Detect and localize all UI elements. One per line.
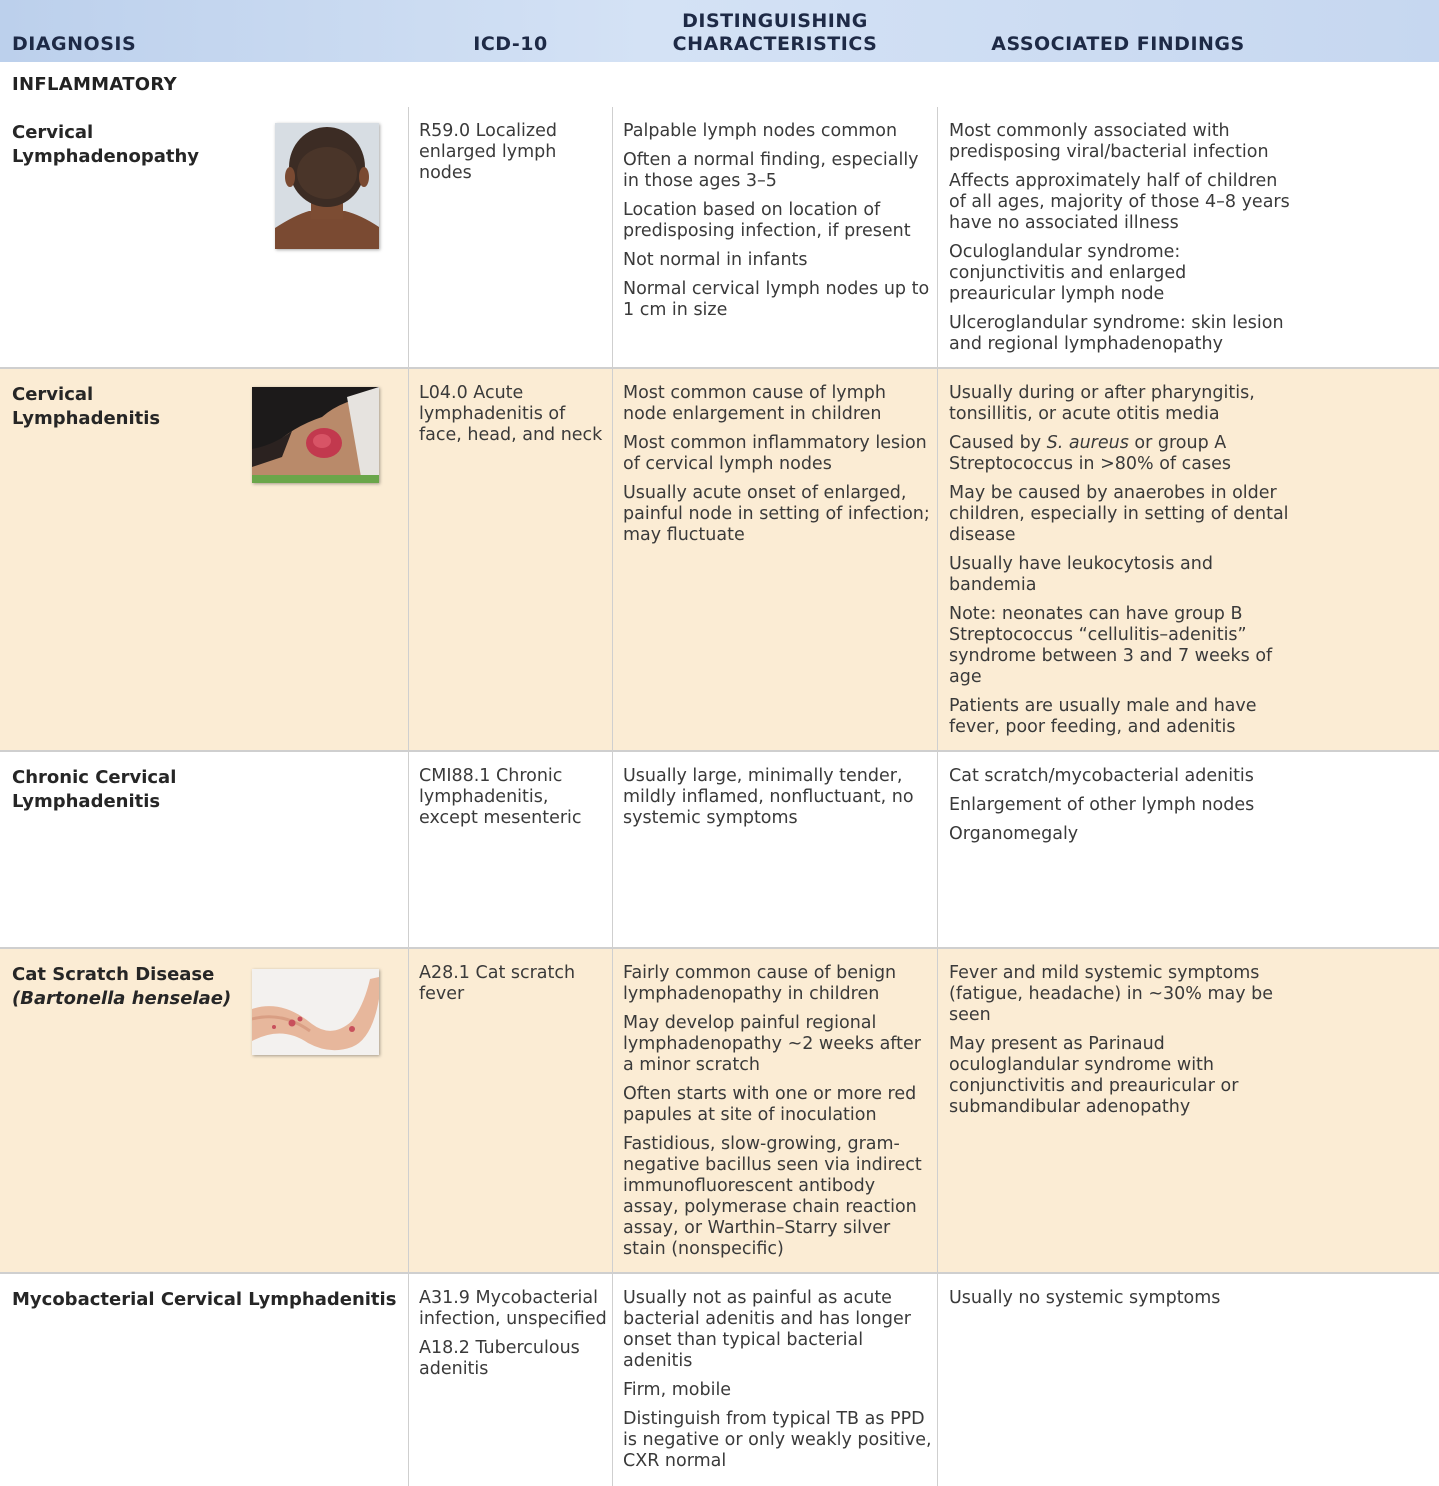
diagnosis-name: Mycobacterial Cervical Lymphadenitis: [12, 1289, 397, 1310]
associated-item: Patients are usually male and have fever, poor feeding, and adenitis: [949, 696, 1257, 737]
column-divider: [612, 107, 613, 1486]
distinguishing-item: Not normal in infants: [623, 250, 808, 270]
associated-list: [949, 752, 1294, 853]
column-divider: [937, 107, 938, 1486]
associated-item: Ulceroglandular syndrome: skin lesion and regional lymphadenopathy: [949, 313, 1284, 354]
distinguishing-item: Usually large, minimally tender, mildly inflamed, nonfluctuant, no systemic symptoms: [623, 766, 914, 828]
organism-name: S. aureus: [1046, 433, 1129, 453]
diagnosis-organism: (Bartonella henselae): [12, 988, 232, 1009]
table-row: [0, 752, 1439, 949]
table-row: [0, 949, 1439, 1274]
associated-item: May present as Parinaud oculoglandular syndrome with conjunctivitis and preauricular or submandibular adenopathy: [949, 1034, 1239, 1117]
diagnosis-name: Cervical Lymphadenopathy: [12, 122, 200, 167]
distinguishing-item: Distinguish from typical TB as PPD is negative or only weakly positive, CXR normal: [623, 1409, 932, 1471]
distinguishing-list: [623, 949, 933, 1268]
table-row: [0, 107, 1439, 369]
icd-codes: [419, 369, 609, 454]
associated-list: [949, 369, 1294, 746]
diagnosis-name: Cervical Lymphadenitis: [12, 384, 161, 429]
associated-text: or group A Streptococcus in >80% of cases: [949, 433, 1231, 474]
diagnosis-name: Cat Scratch Disease: [12, 964, 215, 985]
table-row: [0, 369, 1439, 752]
icd-code: L04.0 Acute lymphadenitis of face, head, and neck: [419, 383, 603, 445]
associated-item: Note: neonates can have group B Streptococcus “cellulitis–adenitis” syndrome between 3 and 7 weeks of age: [949, 604, 1273, 687]
header-diagnosis: DIAGNOSIS: [12, 33, 137, 55]
distinguishing-item: Often starts with one or more red papules at site of inoculation: [623, 1084, 917, 1125]
column-divider: [408, 107, 409, 1486]
associated-item: Cat scratch/mycobacterial adenitis: [949, 766, 1254, 786]
distinguishing-item: Most common inflammatory lesion of cervical lymph nodes: [623, 433, 927, 474]
associated-item: May be caused by anaerobes in older children, especially in setting of dental disease: [949, 483, 1289, 545]
header-distinguishing-line1: DISTINGUISHING: [682, 10, 868, 32]
distinguishing-item: Fastidious, slow-growing, gram-negative bacillus seen via indirect immunofluorescent antibody assay, polymerase chain reaction assay, or Warthin–Starry silver stain (nonspecific): [623, 1134, 922, 1259]
header-distinguishing: [613, 10, 937, 56]
associated-item: [949, 433, 1294, 475]
icd-code: CMI88.1 Chronic lymphadenitis, except mesenteric: [419, 766, 582, 828]
icd-codes: [419, 752, 609, 837]
distinguishing-item: Most common cause of lymph node enlargement in children: [623, 383, 886, 424]
associated-item: Organomegaly: [949, 824, 1079, 844]
associated-item: Usually during or after pharyngitis, tonsillitis, or acute otitis media: [949, 383, 1255, 424]
distinguishing-item: Firm, mobile: [623, 1380, 732, 1400]
associated-item: Enlargement of other lymph nodes: [949, 795, 1255, 815]
associated-item: Most commonly associated with predisposing viral/bacterial infection: [949, 121, 1269, 162]
distinguishing-item: Location based on location of predisposing infection, if present: [623, 200, 911, 241]
associated-text: Caused by: [949, 433, 1047, 453]
header-associated: ASSOCIATED FINDINGS: [991, 33, 1245, 55]
section-header: [0, 62, 1439, 109]
patient-photo: [252, 387, 379, 483]
icd-code: A31.9 Mycobacterial infection, unspecified: [419, 1288, 607, 1329]
distinguishing-list: [623, 752, 933, 837]
associated-list: [949, 949, 1294, 1126]
associated-item: Fever and mild systemic symptoms (fatigue, headache) in ~30% may be seen: [949, 963, 1274, 1025]
icd-code: A28.1 Cat scratch fever: [419, 963, 576, 1004]
icd-codes: [419, 949, 609, 1013]
icd-code: R59.0 Localized enlarged lymph nodes: [419, 121, 557, 183]
icd-code: A18.2 Tuberculous adenitis: [419, 1338, 580, 1379]
table-row: [0, 1274, 1439, 1486]
distinguishing-item: Fairly common cause of benign lymphadenopathy in children: [623, 963, 897, 1004]
distinguishing-list: [623, 107, 933, 329]
distinguishing-item: Usually acute onset of enlarged, painful node in setting of infection; may fluctuate: [623, 483, 930, 545]
associated-item: Affects approximately half of children of all ages, majority of those 4–8 years have no associated illness: [949, 171, 1290, 233]
patient-photo: [252, 969, 379, 1055]
distinguishing-list: [623, 1274, 933, 1480]
distinguishing-list: [623, 369, 935, 554]
associated-item: Usually have leukocytosis and bandemia: [949, 554, 1213, 595]
associated-list: [949, 1274, 1294, 1317]
diagnosis-cell: [12, 949, 247, 1011]
patient-photo: [275, 123, 379, 249]
distinguishing-item: Usually not as painful as acute bacterial adenitis and has longer onset than typical bacterial adenitis: [623, 1288, 911, 1371]
header-distinguishing-line2: CHARACTERISTICS: [672, 33, 878, 55]
distinguishing-item: Often a normal finding, especially in those ages 3–5: [623, 150, 919, 191]
distinguishing-item: Normal cervical lymph nodes up to 1 cm in size: [623, 279, 930, 320]
header-icd10: ICD-10: [473, 33, 548, 55]
icd-codes: [419, 1274, 609, 1388]
associated-item: Oculoglandular syndrome: conjunctivitis and enlarged preauricular lymph node: [949, 242, 1187, 304]
associated-item: Usually no systemic symptoms: [949, 1288, 1221, 1308]
distinguishing-item: May develop painful regional lymphadenopathy ~2 weeks after a minor scratch: [623, 1013, 921, 1075]
icd-codes: [419, 107, 609, 192]
distinguishing-item: Palpable lymph nodes common: [623, 121, 898, 141]
section-label: INFLAMMATORY: [12, 74, 177, 95]
diagnosis-name: Chronic Cervical Lymphadenitis: [12, 767, 177, 812]
table-header: [0, 0, 1439, 62]
associated-list: [949, 107, 1294, 363]
